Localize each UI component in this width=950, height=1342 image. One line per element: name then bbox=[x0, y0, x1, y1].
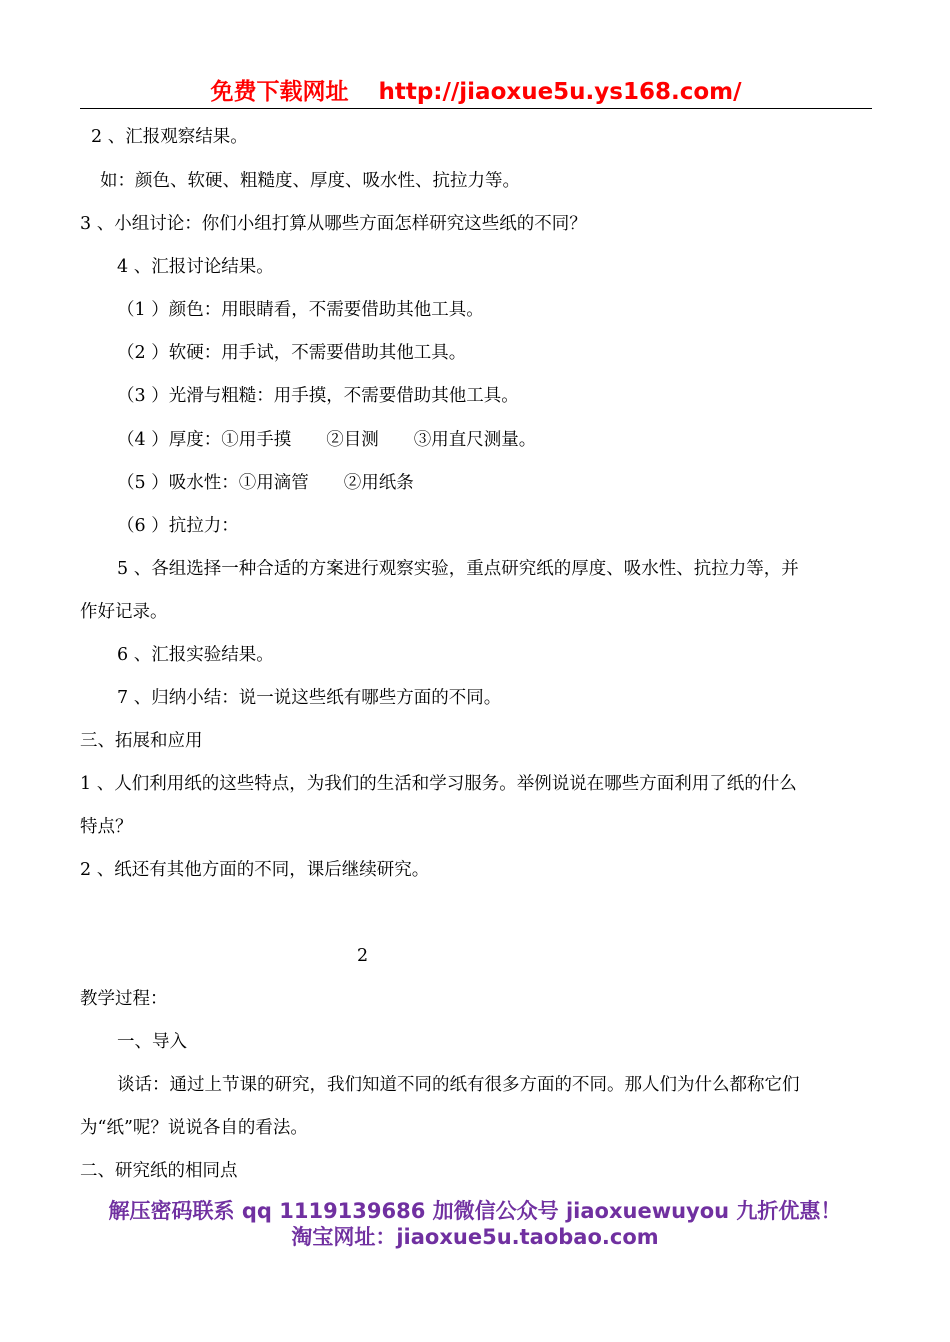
footer-contact-line: 解压密码联系 qq 1119139686 加微信公众号 jiaoxuewuyou 九折优惠！ bbox=[108, 1199, 842, 1223]
method-absorbency: （5 ）吸水性：①用滴管 ②用纸条 bbox=[117, 473, 414, 493]
lesson-number: 2 bbox=[357, 946, 369, 966]
download-site-header bbox=[80, 76, 872, 108]
method-thickness: （4 ）厚度：①用手摸 ②目测 ③用直尺测量。 bbox=[117, 430, 537, 450]
section-2-heading: 二、研究纸的相同点 bbox=[80, 1161, 238, 1181]
intro-dialogue-cont: 为“纸”呢？说说各自的看法。 bbox=[80, 1118, 308, 1138]
section-3-heading: 三、拓展和应用 bbox=[80, 731, 203, 751]
application-item-1-cont: 特点？ bbox=[80, 817, 133, 837]
header-divider bbox=[80, 108, 872, 109]
observation-examples: 如：颜色、软硬、粗糙度、厚度、吸水性、抗拉力等。 bbox=[100, 171, 520, 191]
step-5-experiment: 5 、各组选择一种合适的方案进行观察实验，重点研究纸的厚度、吸水性、抗拉力等，并 bbox=[117, 559, 799, 579]
method-smoothness: （3 ）光滑与粗糙：用手摸，不需要借助其他工具。 bbox=[117, 386, 519, 406]
footer-taobao-link[interactable]: 淘宝网址：jiaoxue5u.taobao.com bbox=[291, 1225, 659, 1249]
step-7-summary: 7 、归纳小结：说一说这些纸有哪些方面的不同。 bbox=[117, 688, 502, 708]
teaching-process-heading: 教学过程： bbox=[80, 989, 168, 1009]
method-hardness: （2 ）软硬：用手试，不需要借助其他工具。 bbox=[117, 343, 467, 363]
step-2-report-observations: 2 、汇报观察结果。 bbox=[91, 127, 248, 147]
step-6-report-results: 6 、汇报实验结果。 bbox=[117, 645, 274, 665]
header-url-link[interactable]: http://jiaoxue5u.ys168.com/ bbox=[378, 79, 742, 105]
section-1-intro: 一、导入 bbox=[117, 1032, 187, 1052]
step-4-report-discussion: 4 、汇报讨论结果。 bbox=[117, 257, 274, 277]
method-tensile-strength: （6 ）抗拉力： bbox=[117, 516, 239, 536]
intro-dialogue: 谈话：通过上节课的研究，我们知道不同的纸有很多方面的不同。那人们为什么都称它们 bbox=[117, 1075, 800, 1095]
application-item-1: 1 、人们利用纸的这些特点，为我们的生活和学习服务。举例说说在哪些方面利用了纸的什么 bbox=[80, 774, 797, 794]
step-5-experiment-cont: 作好记录。 bbox=[80, 602, 168, 622]
header-label: 免费下载网址 bbox=[210, 79, 349, 105]
step-3-group-discussion: 3 、小组讨论：你们小组打算从哪些方面怎样研究这些纸的不同？ bbox=[80, 214, 587, 234]
application-item-2: 2 、纸还有其他方面的不同，课后继续研究。 bbox=[80, 860, 430, 880]
method-color: （1 ）颜色：用眼睛看，不需要借助其他工具。 bbox=[117, 300, 484, 320]
